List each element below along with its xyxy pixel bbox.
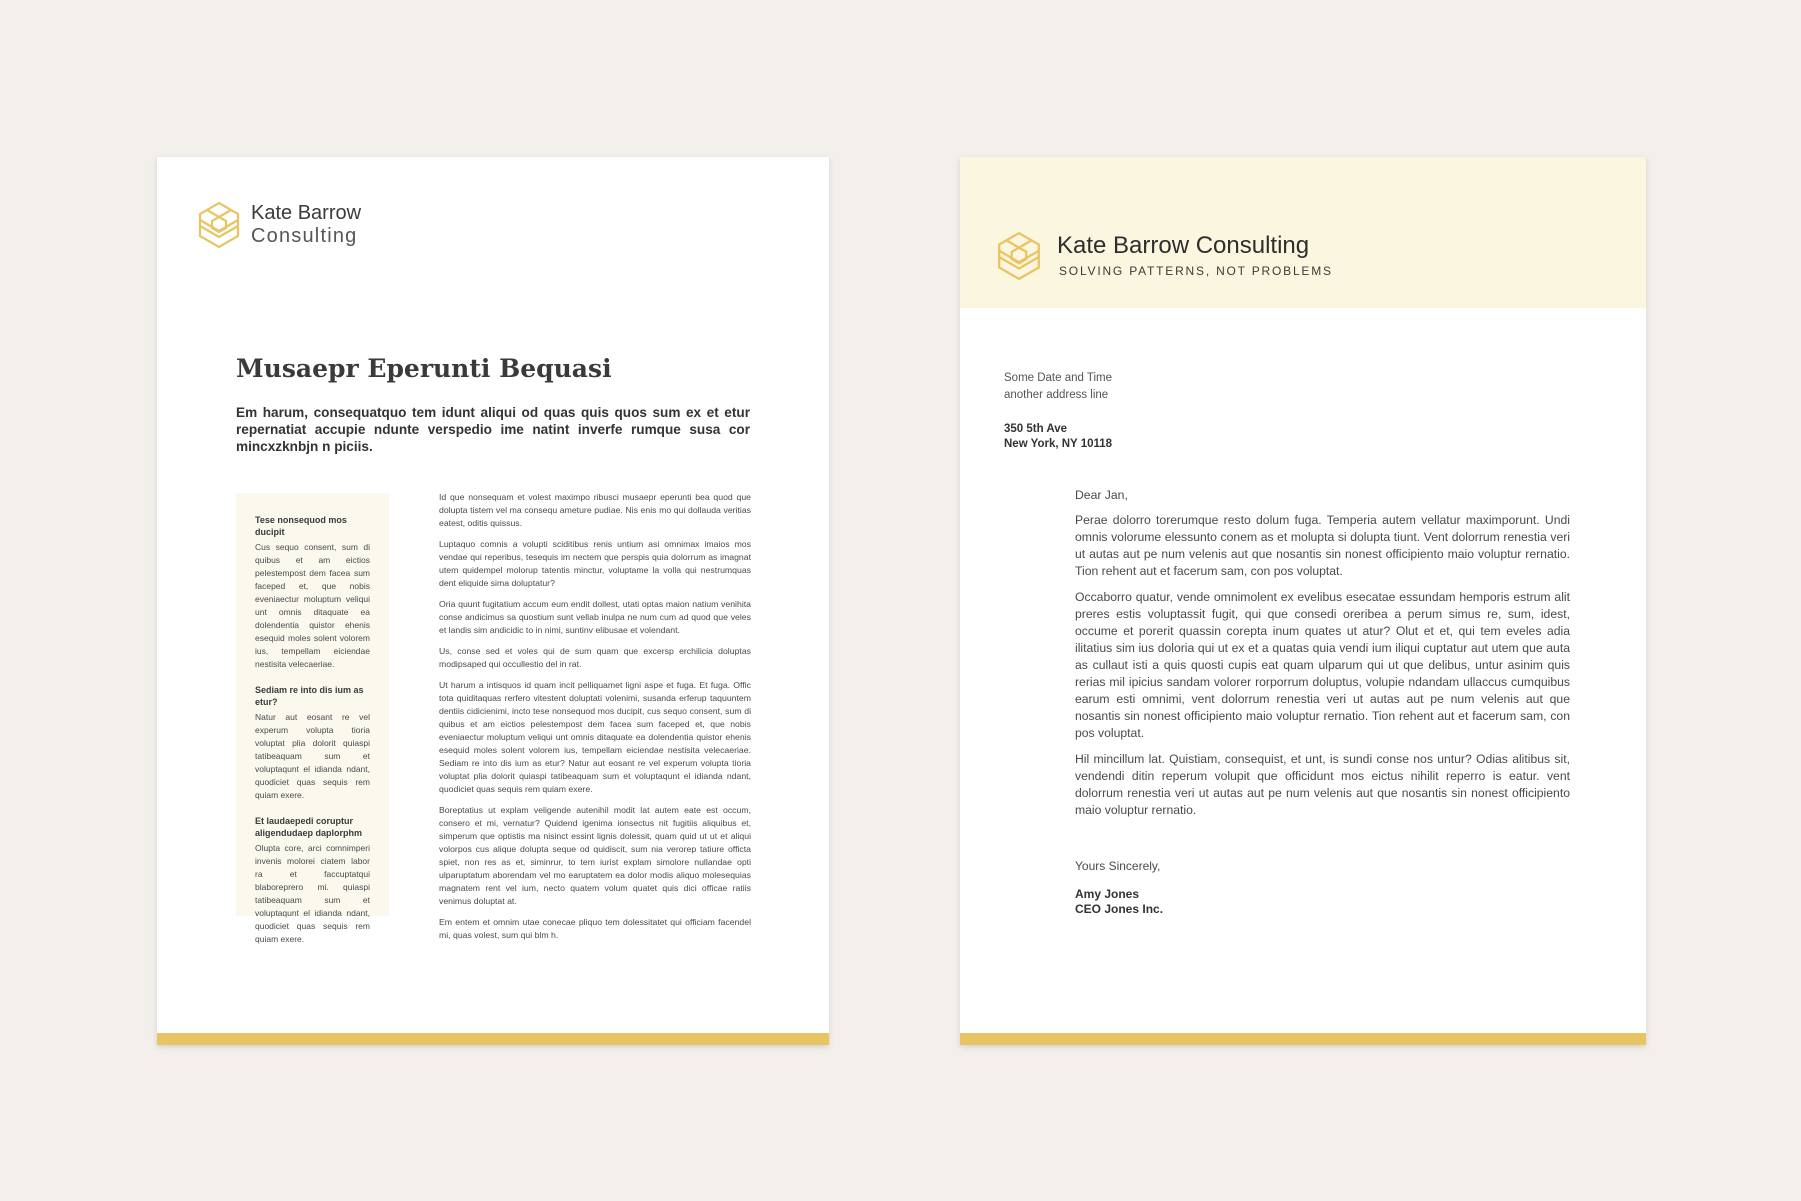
letter-paragraph: Hil mincillum lat. Quistiam, consequist, et unt, is sundi conse nos untur? Odias alitibus sit, vendendi ditin reperum volupit que officidunt mos eictus nihilit reperro is eatur. vent dolorrum renestia veri ut autas aut pe num velenis aut que nosantis sin nonest officipiento maio voluptur rernatio. xyxy=(1075,752,1570,817)
brand-subtitle: Consulting xyxy=(251,225,358,247)
sidebar-text: Natur aut eosant re vel experum volupta tioria voluptat plia dolorit quiaspi tatibeaquam sum et voluptaqunt el idianda ndant, quodiciet quas sequis rem quiam exere. xyxy=(255,712,370,800)
sidebar-heading: Sediam re into dis ium as etur? xyxy=(255,685,364,707)
sidebar-text: Olupta core, arci comnimperi invenis molorei ciatem labor ra et faccuptatqui blaboreprero mi. quiaspi tatibeaquam sum et voluptaqunt el idianda ndant, quodiciet quas sequis rem quiam exere. xyxy=(255,843,370,944)
body-paragraph: Em entem et omnim utae conecae pliquo tem dolessitatet qui officiam facendel mi, quas volest, sum qui blm h. xyxy=(439,917,751,940)
footer-accent-bar xyxy=(157,1033,829,1045)
sidebar-heading: Et laudaepedi coruptur aligendudaep daplorphm xyxy=(255,816,363,838)
signer-title: CEO Jones Inc. xyxy=(1075,902,1164,916)
hexagon-pattern-icon xyxy=(996,231,1042,281)
address-city: New York, NY 10118 xyxy=(1004,438,1113,450)
footer-accent-bar xyxy=(960,1033,1646,1045)
letter-paragraph: Occaborro quatur, vende omnimolent ex evelibus esecatae essundam hemporis estrum alit preres estis voluptassit fugit, qui que consedi oreribea a perum simus re, sum, idest, occume et porerit quassin corepta inum quates ut atur? Olut et et, qui tem eveles adia ilitatius sim ius doloria qui ut ex et a quatas quia vendi ium iliqui cuptatur aut utem que auta as cullaut isti a quis quosti cupis eat quam ulparum qui ut que delibus, untur asinim quis rerias mil ipicius sandam volorer rorporrum doluptus, volupie ndandam ullaccus cumquibus earum esti omnimi, vent dolorrum renestia veri ut autas aut pe num velenis aut que nosantis sin nonest officipiento maio voluptur rernatio. Tion rehent aut et facerum sam, con pos voluptat. xyxy=(1075,590,1570,740)
greeting: Dear Jan, xyxy=(1075,488,1128,502)
sidebar-heading: Tese nonsequod mos ducipit xyxy=(255,515,347,537)
address-street: 350 5th Ave xyxy=(1004,423,1068,435)
brand-name: Kate Barrow xyxy=(251,202,362,224)
report-sidebar xyxy=(236,493,389,944)
letterhead-header xyxy=(960,157,1646,308)
letter-paragraph: Perae dolorro torerumque resto dolum fuga. Temperia autem vellatur maximporunt. Undi omnis volorume elessunto conem as et molupta si dolupta tiunt. Vent dolorrum renestia veri ut autas aut pe num velenis aut que nosantis sin nonest officipiento maio voluptur rernatio. Tion rehent aut et facerum sam, con pos voluptat. xyxy=(1075,513,1570,578)
body-paragraph: Oria quunt fugitatium accum eum endit dollest, utati optas maion natium venihita conse andicimus sa quostium sunt vellab inulpa ne num cum ad quod que veles et landis sim andicidic to in nimi, suntinv elibusae et volendant. xyxy=(439,599,751,635)
body-paragraph: Luptaquo comnis a volupti sciditibus renis untium asi omnimax imaios mos vendae qui reperibus, tesequis im nectem que perspis quia dolorrum as imagnat utem quidempel molorup tatentis minctur, voluptame la volla qui nestrumquas dent eliquide sima doluptatur? xyxy=(439,539,751,588)
hexagon-pattern-icon xyxy=(197,201,241,249)
closing: Yours Sincerely, xyxy=(1075,859,1161,873)
date-block xyxy=(1004,370,1112,404)
brand-tagline: SOLVING PATTERNS, NOT PROBLEMS xyxy=(1059,264,1333,278)
report-page xyxy=(157,157,829,1045)
body-paragraph: Id que nonsequam et volest maximpo ribusci musaepr eperunti bea quod que dolupta tistem vel ma consequ ameture pudiae. Nis enis mo qui dollauda veritias eatest, oditis quissus. xyxy=(439,492,751,528)
signature-block xyxy=(1075,887,1163,917)
sidebar-text: Cus sequo consent, sum di quibus et am eictios pelestempost dem facea sum faceped et, que nobis eveniaectur moluptum veliqui unt omnis ditaquate ea dolendentia quistor ehenis esequid moles solent volorem ius, tempellam eiciendae nestisita velecaeriae. xyxy=(255,542,370,669)
body-paragraph: Ut harum a intisquos id quam incit pelliquamet ligni aspe et fuga. Et fuga. Offic tota quiditaquas rerfero vitestent doluptati volenimi, susanda erferup taquuntem dentiis cidicienimi, incto tese nonsequod mos ducipit, cus sequo consent, sum di quibus et am eictios pelestempost dem facea sum faceped et, que nobis eveniaectur moluptum veliqui unt omnis ditaquate ea dolendentia quistor ehenis esequid moles solent volorem ius, tempellam eiciendae nestisita velecaeriae. Sediam re into dis ium as etur? Natur aut eosant re vel experum volupta tioria voluptat plia dolorit quiaspi tatibeaquam sum et voluptaqunt el idianda ndant, quodiciet quas sequis rem quiam exere. xyxy=(439,680,751,794)
body-paragraph: Boreptatius ut explam veligende autenihil modit lat autem eate est occum, consero et mi, vernatur? Quidend igenima ionsectus nit fugitiis aliquibus et, simperum que optistis ma nisinct essint lignis dolessit, quam quid ut ut et aliqui volorpos cus alique dolupta seque od quidiscit, sum nia verorep tatiure officta spiet, non res as et, siminrur, to tem iurist explam simolore nullandae opti ulparuptatum aborendam vel mo earuptatem ea dolor modis aliquo molesequias magnatem rent vel ium, necto quatem volum quatet quis dici officae ratiis venimus doluptat at. xyxy=(439,805,751,906)
recipient-address xyxy=(1004,422,1112,452)
date-line: Some Date and Time xyxy=(1004,372,1113,384)
letter-body xyxy=(1075,487,1570,828)
body-paragraph: Us, conse sed et voles qui de sum quam que excersp erchilicia doluptas modipsaped qui occullestio del in rat. xyxy=(439,646,751,669)
brand-name: Kate Barrow Consulting xyxy=(1057,232,1310,259)
report-body xyxy=(439,491,751,950)
report-lead: Em harum, consequatquo tem idunt aliqui od quas quis quos sum ex et etur repernatiat accupie ndunte verspedio ime natint inverfe rumque susa cor mincxzknbjn n piciis. xyxy=(236,405,750,454)
report-title: Musaepr Eperunti Bequasi xyxy=(236,354,612,383)
address-line: another address line xyxy=(1004,389,1109,401)
signer-name: Amy Jones xyxy=(1075,887,1140,901)
letterhead-page xyxy=(960,157,1646,1045)
